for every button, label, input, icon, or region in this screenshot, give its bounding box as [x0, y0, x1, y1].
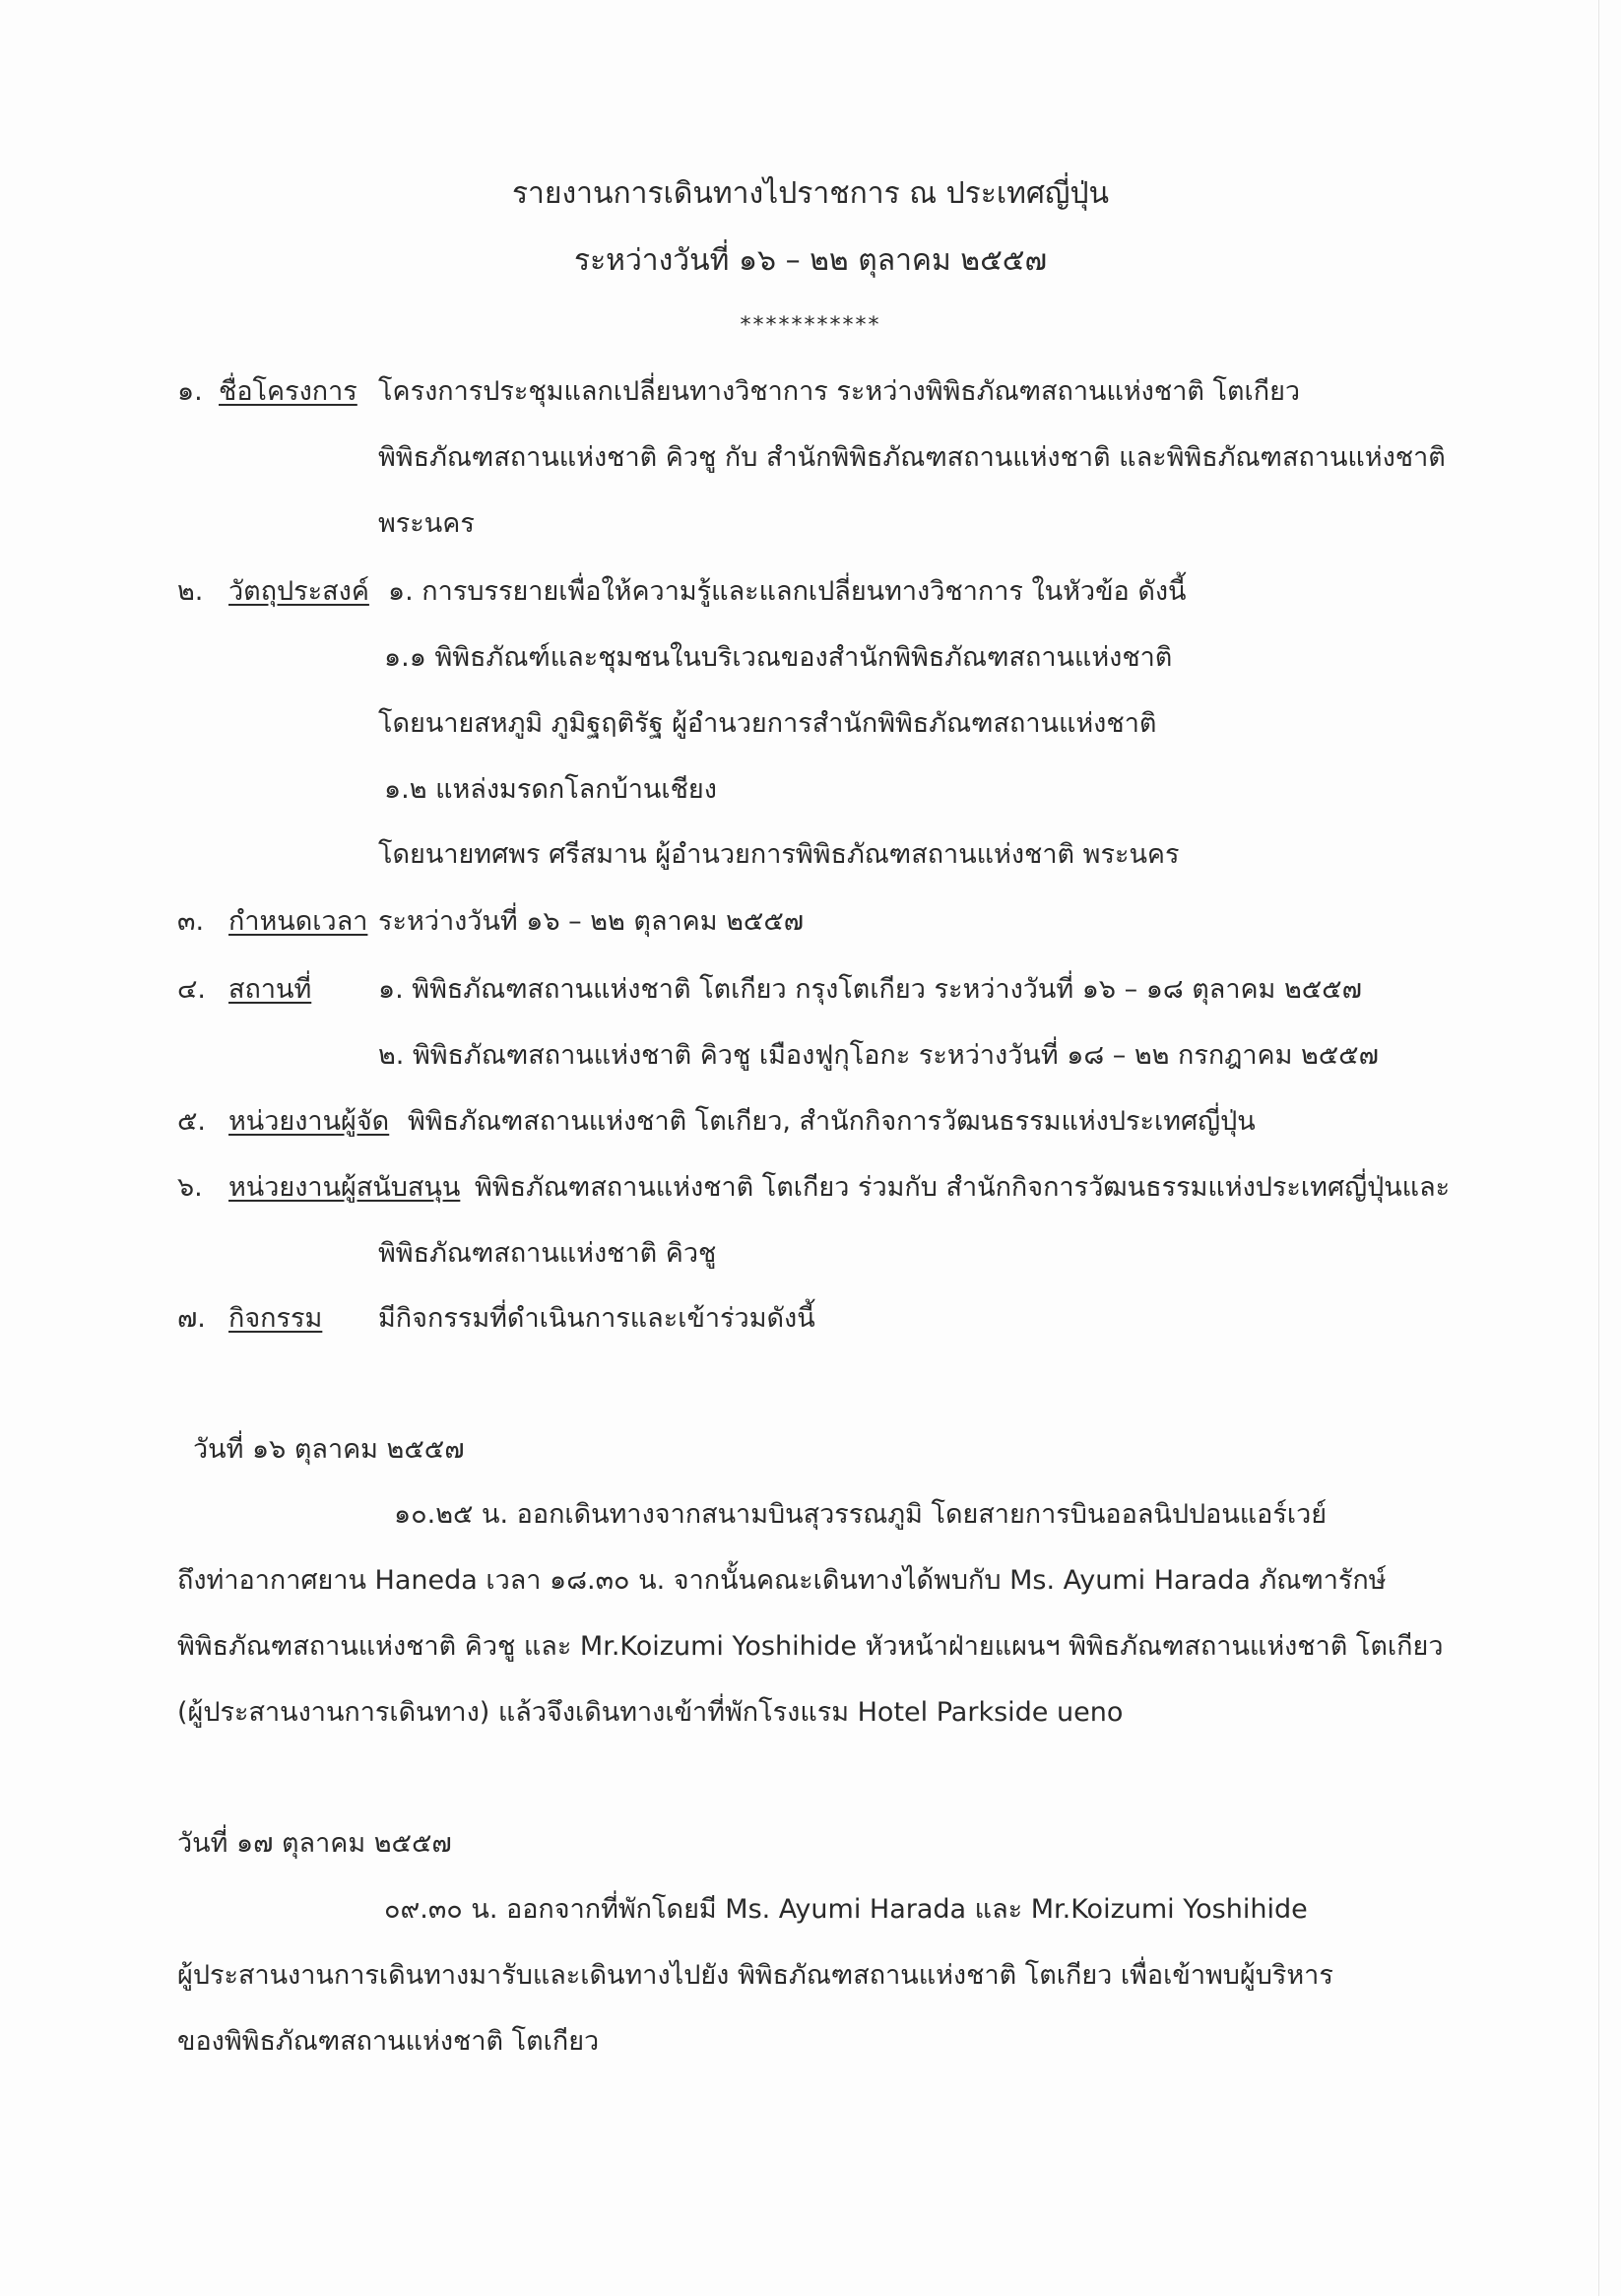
section-number: ๑.: [177, 376, 203, 407]
section-text-line: พิพิธภัณฑสถานแห่งชาติ คิวชู: [378, 1238, 717, 1269]
day-text-line: ๑๐.๒๕ น. ออกเดินทางจากสนามบินสุวรรณภูมิ โดยสายการบินออลนิปปอนแอร์เวย์: [394, 1499, 1328, 1530]
section-label: กำหนดเวลา: [228, 906, 368, 937]
day-heading: วันที่ ๑๗ ตุลาคม ๒๕๕๗: [177, 1828, 452, 1859]
section-label: กิจกรรม: [228, 1303, 323, 1334]
section-text-line: โครงการประชุมแลกเปลี่ยนทางวิชาการ ระหว่างพิพิธภัณฑสถานแห่งชาติ โตเกียว: [378, 376, 1301, 407]
section-text-line: ๑.๑ พิพิธภัณฑ์และชุมชนในบริเวณของสำนักพิพิธภัณฑสถานแห่งชาติ: [384, 642, 1173, 673]
section-number: ๓.: [177, 906, 205, 937]
section-label: วัตถุประสงค์: [228, 576, 369, 607]
section-text-line: พิพิธภัณฑสถานแห่งชาติ โตเกียว ร่วมกับ สำนักกิจการวัฒนธรรมแห่งประเทศญี่ปุ่นและ: [475, 1172, 1451, 1203]
section-label: หน่วยงานผู้สนับสนุน: [228, 1172, 461, 1203]
section-text-line: ระหว่างวันที่ ๑๖ – ๒๒ ตุลาคม ๒๕๕๗: [378, 906, 805, 937]
title-separator-stars: ***********: [740, 313, 881, 338]
title-line-2: ระหว่างวันที่ ๑๖ – ๒๒ ตุลาคม ๒๕๕๗: [573, 243, 1048, 278]
section-text-line: พิพิธภัณฑสถานแห่งชาติ คิวชู กับ สำนักพิพิธภัณฑสถานแห่งชาติ และพิพิธภัณฑสถานแห่งชาติ: [378, 442, 1446, 473]
section-label: หน่วยงานผู้จัด: [228, 1106, 390, 1137]
section-label: ชื่อโครงการ: [219, 376, 357, 407]
day-text-line: ของพิพิธภัณฑสถานแห่งชาติ โตเกียว: [177, 2026, 600, 2057]
section-text-line: ๒. พิพิธภัณฑสถานแห่งชาติ คิวชู เมืองฟูกุโอกะ ระหว่างวันที่ ๑๘ – ๒๒ กรกฎาคม ๒๕๕๗: [378, 1040, 1379, 1071]
section-text-line: โดยนายทศพร ศรีสมาน ผู้อำนวยการพิพิธภัณฑสถานแห่งชาติ พระนคร: [378, 839, 1180, 870]
section-number: ๔.: [177, 974, 207, 1005]
page-edge-divider: [1598, 0, 1599, 2296]
section-text-line: พระนคร: [378, 508, 475, 539]
section-text-line: ๑. การบรรยายเพื่อให้ความรู้และแลกเปลี่ยนทางวิชาการ ในหัวข้อ ดังนี้: [388, 576, 1187, 607]
section-text-line: ๑. พิพิธภัณฑสถานแห่งชาติ โตเกียว กรุงโตเกียว ระหว่างวันที่ ๑๖ – ๑๘ ตุลาคม ๒๕๕๗: [378, 974, 1362, 1005]
day-text-line: พิพิธภัณฑสถานแห่งชาติ คิวชู และ Mr.Koizumi Yoshihide หัวหน้าฝ่ายแผนฯ พิพิธภัณฑสถานแห่งชาติ โตเกียว: [177, 1631, 1444, 1662]
section-text-line: มีกิจกรรมที่ดำเนินการและเข้าร่วมดังนี้: [378, 1303, 815, 1334]
section-label: สถานที่: [228, 974, 312, 1005]
section-number: ๕.: [177, 1106, 207, 1137]
section-text-line: พิพิธภัณฑสถานแห่งชาติ โตเกียว, สำนักกิจการวัฒนธรรมแห่งประเทศญี่ปุ่น: [408, 1106, 1256, 1137]
day-text-line: (ผู้ประสานงานการเดินทาง) แล้วจึงเดินทางเข้าที่พักโรงแรม Hotel Parkside ueno: [177, 1697, 1124, 1728]
section-text-line: โดยนายสหภูมิ ภูมิฐฤติรัฐ ผู้อำนวยการสำนักพิพิธภัณฑสถานแห่งชาติ: [378, 708, 1157, 739]
section-number: ๗.: [177, 1303, 206, 1334]
title-line-1: รายงานการเดินทางไปราชการ ณ ประเทศญี่ปุ่น: [511, 176, 1110, 211]
day-heading: วันที่ ๑๖ ตุลาคม ๒๕๕๗: [193, 1434, 465, 1465]
day-text-line: ๐๙.๓๐ น. ออกจากที่พักโดยมี Ms. Ayumi Harada และ Mr.Koizumi Yoshihide: [384, 1894, 1308, 1925]
section-text-line: ๑.๒ แหล่งมรดกโลกบ้านเชียง: [384, 774, 717, 805]
section-number: ๖.: [177, 1172, 203, 1203]
day-text-line: ผู้ประสานงานการเดินทางมารับและเดินทางไปยัง พิพิธภัณฑสถานแห่งชาติ โตเกียว เพื่อเข้าพบผู้บริหาร: [177, 1960, 1333, 1991]
section-number: ๒.: [177, 576, 204, 607]
day-text-line: ถึงท่าอากาศยาน Haneda เวลา ๑๘.๓๐ น. จากนั้นคณะเดินทางได้พบกับ Ms. Ayumi Harada ภัณฑารักษ์: [177, 1565, 1387, 1596]
